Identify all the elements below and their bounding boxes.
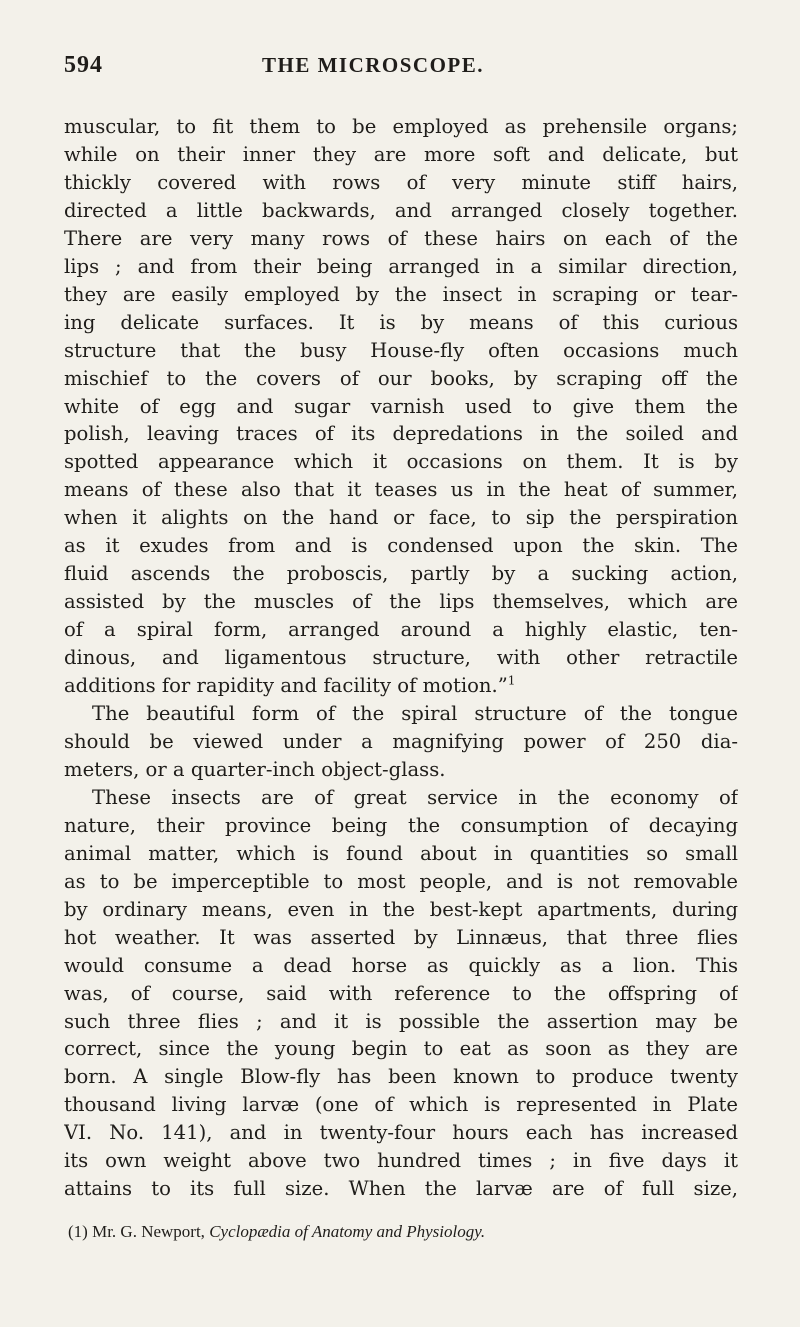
text-line-content: meters, or a quarter-inch object-glass. <box>64 757 446 781</box>
text-line <box>64 980 738 1008</box>
text-line-content: as it exudes from and is condensed upon the skin. The <box>64 534 738 558</box>
text-line-content: its own weight above two hundred times ; in five days it <box>64 1149 738 1173</box>
page-number: 594 <box>64 52 103 78</box>
text-line-content: mischief to the covers of our books, by scraping off the <box>64 366 738 390</box>
text-line <box>64 225 738 253</box>
footnote-author: Mr. G. Newport, <box>92 1222 205 1241</box>
text-line <box>64 560 738 588</box>
text-line-content: correct, since the young begin to eat as soon as they are <box>64 1037 738 1061</box>
text-line <box>64 169 738 197</box>
text-line <box>64 1091 738 1119</box>
text-line-content: dinous, and ligamentous structure, with other retractile <box>64 646 738 670</box>
text-line <box>64 448 738 476</box>
text-line-content: was, of course, said with reference to the offspring of <box>64 981 738 1005</box>
text-line-content: means of these also that it teases us in the heat of summer, <box>64 478 738 502</box>
text-line <box>64 952 738 980</box>
text-line-content: should be viewed under a magnifying power of 250 dia- <box>64 729 738 753</box>
text-line <box>64 1147 738 1175</box>
text-line-content: directed a little backwards, and arranged closely together. <box>64 198 738 222</box>
text-line <box>64 616 738 644</box>
text-line <box>64 784 738 812</box>
footnote-reference: 1 <box>507 673 516 688</box>
text-line-content: attains to its full size. When the larvæ are of full size, <box>64 1177 738 1201</box>
text-line-content: when it alights on the hand or face, to sip the perspiration <box>64 506 738 530</box>
text-line-content: thickly covered with rows of very minute stiff hairs, <box>64 170 738 194</box>
running-head: THE MICROSCOPE. <box>262 53 485 77</box>
text-line-content: white of egg and sugar varnish used to give them the <box>64 394 738 418</box>
text-line <box>64 1063 738 1091</box>
page-header <box>64 52 738 92</box>
text-line <box>64 756 738 784</box>
text-line <box>64 141 738 169</box>
text-line <box>64 1175 738 1203</box>
text-line <box>64 337 738 365</box>
text-line-content: These insects are of great service in the economy of <box>92 785 738 809</box>
text-line <box>64 644 738 672</box>
body-text <box>64 113 738 1203</box>
text-line <box>64 309 738 337</box>
text-line <box>64 728 738 756</box>
text-line-content: spotted appearance which it occasions on them. It is by <box>64 450 738 474</box>
text-line <box>64 672 738 700</box>
text-line <box>64 924 738 952</box>
text-line-content: thousand living larvæ (one of which is represented in Plate <box>64 1093 738 1117</box>
text-line-content: such three flies ; and it is possible the assertion may be <box>64 1009 738 1033</box>
text-line <box>64 476 738 504</box>
text-line-content: polish, leaving traces of its depredations in the soiled and <box>64 422 738 446</box>
text-line-content: structure that the busy House-fly often occasions much <box>64 338 738 362</box>
text-line-content: as to be imperceptible to most people, and is not removable <box>64 869 738 893</box>
text-line-content: assisted by the muscles of the lips themselves, which are <box>64 590 738 614</box>
text-line <box>64 420 738 448</box>
text-line <box>64 896 738 924</box>
text-line <box>64 868 738 896</box>
text-line <box>64 588 738 616</box>
text-line-content: animal matter, which is found about in quantities so small <box>64 841 738 865</box>
text-line-content: There are very many rows of these hairs on each of the <box>64 226 738 250</box>
text-line-content: they are easily employed by the insect in scraping or tear- <box>64 282 738 306</box>
text-line-content: ing delicate surfaces. It is by means of this curious <box>64 310 738 334</box>
text-line <box>64 1008 738 1036</box>
text-line <box>64 700 738 728</box>
text-line-content: lips ; and from their being arranged in a similar direction, <box>64 254 738 278</box>
text-line-content: VI. No. 141), and in twenty-four hours each has increased <box>64 1121 738 1145</box>
text-line-content: by ordinary means, even in the best-kept apartments, during <box>64 897 738 921</box>
footnote <box>68 1222 485 1242</box>
footnote-marker: (1) <box>68 1222 88 1241</box>
text-line-content: muscular, to fit them to be employed as prehensile organs; <box>64 115 738 138</box>
text-line <box>64 197 738 225</box>
text-line <box>64 812 738 840</box>
text-line-content: The beautiful form of the spiral structure of the tongue <box>92 702 738 726</box>
text-line <box>64 840 738 868</box>
text-line <box>64 1035 738 1063</box>
text-line-content: while on their inner they are more soft and delicate, but <box>64 142 738 166</box>
text-line <box>64 504 738 532</box>
text-line-content: additions for rapidity and facility of motion.” <box>64 674 508 698</box>
text-line-content: of a spiral form, arranged around a highly elastic, ten- <box>64 618 738 642</box>
text-line <box>64 253 738 281</box>
footnote-title: Cyclopædia of Anatomy and Physiology. <box>209 1222 486 1241</box>
text-line <box>64 393 738 421</box>
text-line <box>64 113 738 141</box>
text-line-content: nature, their province being the consumption of decaying <box>64 813 738 837</box>
text-line <box>64 281 738 309</box>
text-line <box>64 1119 738 1147</box>
text-line-content: hot weather. It was asserted by Linnæus, that three flies <box>64 925 738 949</box>
text-line <box>64 365 738 393</box>
text-line-content: fluid ascends the proboscis, partly by a sucking action, <box>64 562 738 586</box>
text-line-content: would consume a dead horse as quickly as a lion. This <box>64 953 738 977</box>
text-line <box>64 532 738 560</box>
text-line-content: born. A single Blow-fly has been known to produce twenty <box>64 1065 738 1089</box>
